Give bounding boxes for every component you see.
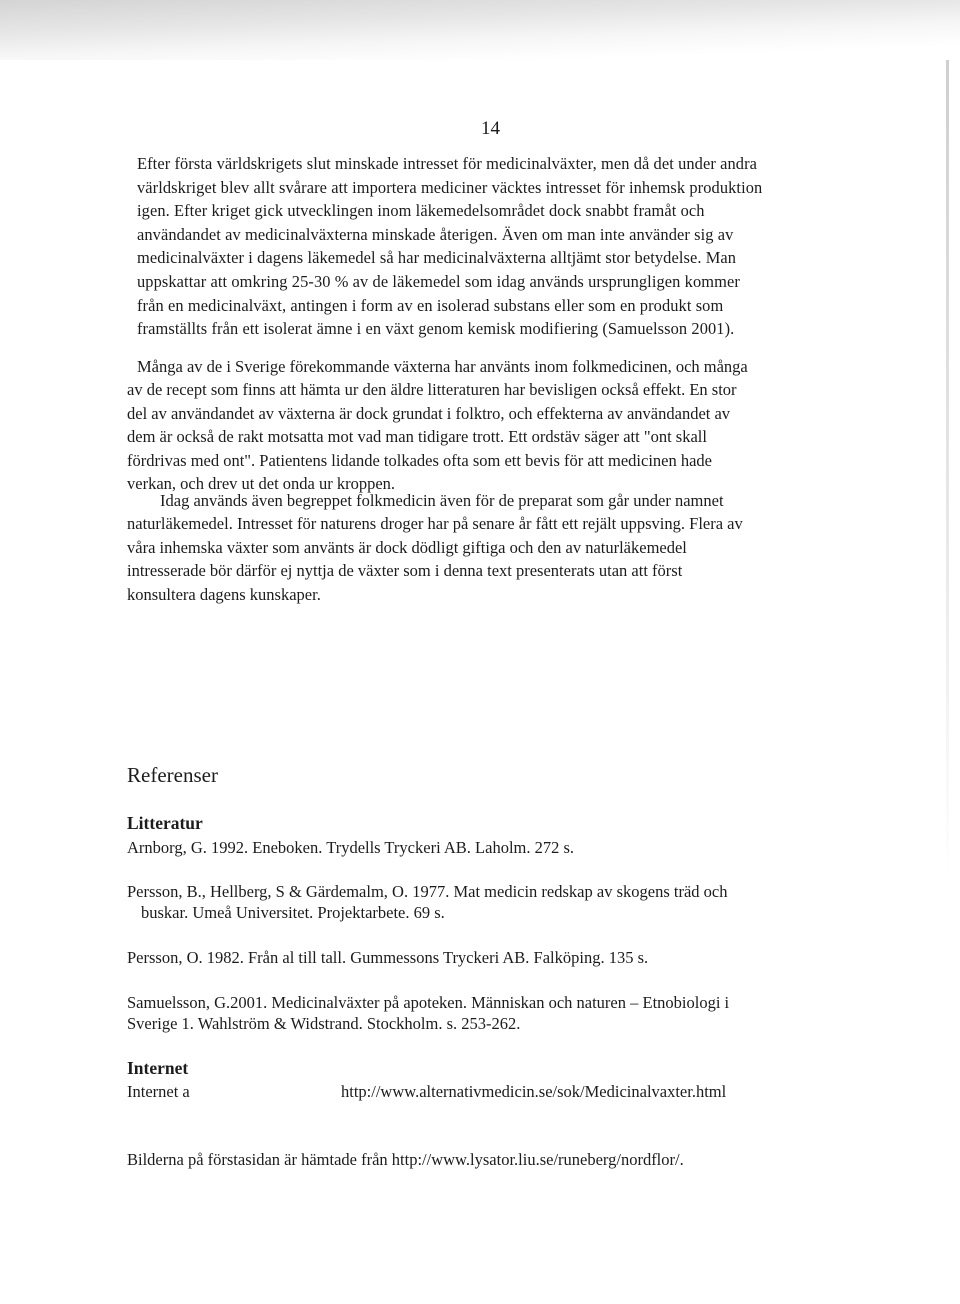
reference-item — [127, 881, 867, 923]
internet-reference-label: Internet a — [127, 1082, 190, 1101]
references-heading: Referenser — [127, 763, 218, 787]
text-line: del av användandet av växterna är dock grundat i folktro, och effekterna av användandet av — [127, 403, 731, 423]
text-line: Efter första världskrigets slut minskade intresset för medicinalväxter, men då det under andra — [137, 154, 757, 173]
reference-item — [127, 947, 867, 968]
text-line: världskriget blev allt svårare att importera mediciner väcktes intresset för inhemsk produktion — [137, 177, 763, 197]
text-line: medicinalväxter i dagens läkemedel så har medicinalväxterna alltjämt stor betydelse. Man — [137, 248, 737, 268]
internet-heading: Internet — [127, 1058, 189, 1078]
paragraph-natural-remedies — [127, 489, 849, 606]
image-credit-note: Bilderna på förstasidan är hämtade från http://www.lysator.liu.se/runeberg/nordflor/. — [127, 1150, 684, 1169]
text-line: av de recept som finns att hämta ur den äldre litteraturen har bevisligen också effekt. En stor — [127, 380, 737, 400]
reference-item — [127, 992, 867, 1034]
text-line: intresserade bör därför ej nyttja de växter som i denna text presenterats utan att först — [127, 561, 683, 581]
text-line: igen. Efter kriget gick utvecklingen inom läkemedelsområdet dock snabbt framåt och — [137, 201, 705, 221]
reference-item — [127, 837, 867, 858]
text-line: Många av de i Sverige förekommande växterna har använts inom folkmedicinen, och många — [137, 357, 748, 376]
text-line: fördrivas med ont". Patientens lidande tolkades ofta som ett bevis för att medicinen hade — [127, 450, 712, 470]
text-line: från en medicinalväxt, antingen i form av en isolerad substans eller som en produkt som — [137, 295, 724, 315]
text-line: konsultera dagens kunskaper. — [127, 584, 321, 604]
reference-line: Persson, B., Hellberg, S & Gärdemalm, O. 1977. Mat medicin redskap av skogens träd och — [127, 882, 728, 901]
internet-reference-url: http://www.alternativmedicin.se/sok/Medicinalvaxter.html — [341, 1082, 727, 1101]
text-line: användandet av medicinalväxterna minskade återigen. Även om man inte använder sig av — [137, 224, 734, 244]
text-line: uppskattar att omkring 25-30 % av de läkemedel som idag används ursprungligen kommer — [137, 271, 740, 291]
text-line: Idag används även begreppet folkmedicin även för de preparat som går under namnet — [160, 491, 724, 510]
reference-line: buskar. Umeå Universitet. Projektarbete. 69 s. — [141, 903, 445, 922]
text-line: verkan, och drev ut det onda ur kroppen. — [127, 474, 396, 494]
text-line: framställts från ett isolerat ämne i en växt genom kemisk modifiering (Samuelsson 2001). — [137, 319, 735, 339]
paragraph-medicinal-history — [137, 152, 865, 341]
text-line: naturläkemedel. Intresset för naturens droger har på senare år fått ett rejält uppsving. Flera av — [127, 514, 743, 534]
reference-line: Samuelsson, G.2001. Medicinalväxter på apoteken. Människan och naturen – Etnobiologi i — [127, 993, 730, 1012]
scan-shadow-right — [946, 60, 949, 880]
page-number: 14 — [481, 118, 500, 139]
paragraph-folk-medicine — [127, 355, 842, 495]
literature-heading: Litteratur — [127, 813, 203, 833]
reference-line: Arnborg, G. 1992. Eneboken. Trydells Tryckeri AB. Laholm. 272 s. — [127, 838, 575, 857]
scan-shadow-top — [0, 0, 960, 60]
reference-line: Sverige 1. Wahlström & Widstrand. Stockholm. s. 253-262. — [127, 1014, 521, 1033]
text-line: dem är också de rakt motsatta mot vad man tidigare trott. Ett ordstäv säger att "ont skall — [127, 427, 707, 447]
text-line: våra inhemska växter som använts är dock dödligt giftiga och den av naturläkemedel — [127, 537, 687, 557]
reference-line: Persson, O. 1982. Från al till tall. Gummessons Tryckeri AB. Falköping. 135 s. — [127, 948, 649, 967]
